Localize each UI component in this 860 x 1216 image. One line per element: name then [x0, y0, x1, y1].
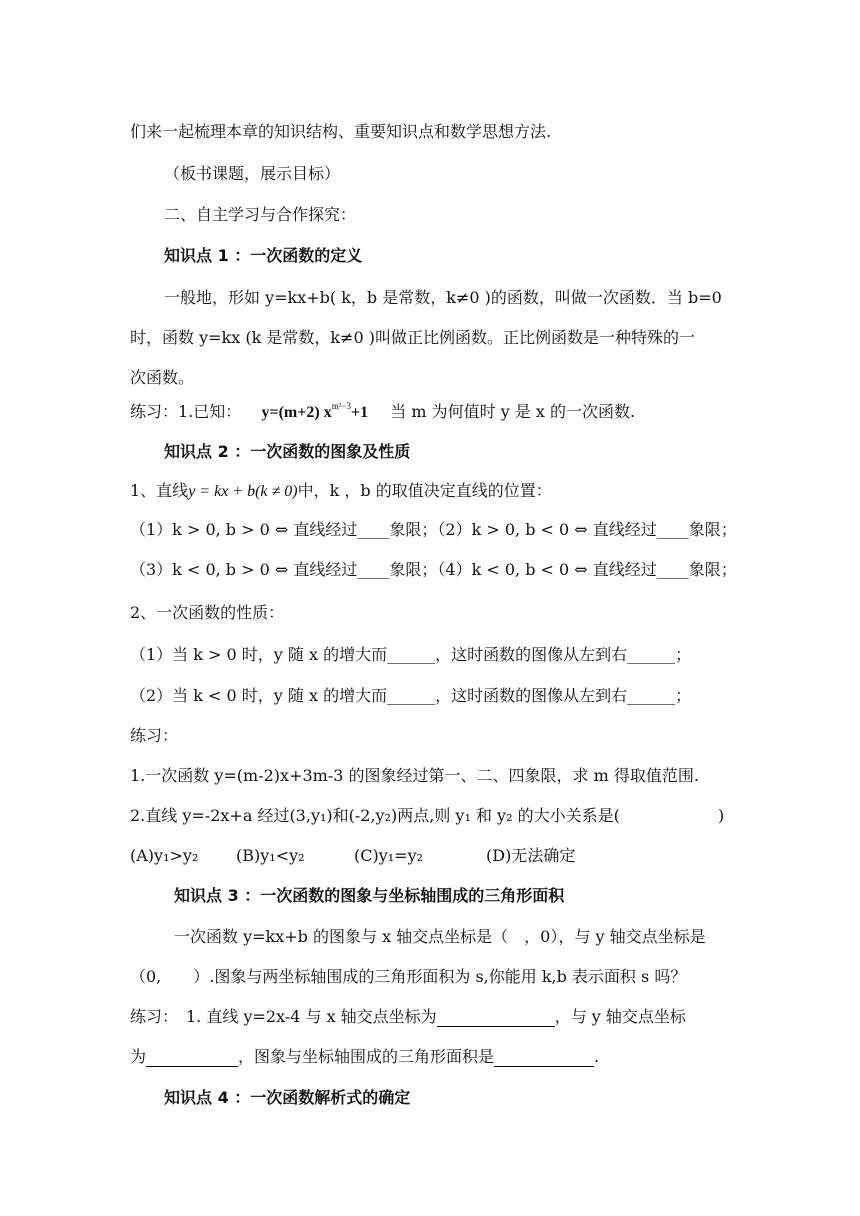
section-heading: 知识点 3 ：一次函数的图象与坐标轴围成的三角形面积 [174, 886, 565, 905]
property-line: （1）当 k > 0 时，y 随 x 的增大而______，这时函数的图像从左到右______； [130, 645, 692, 664]
option-d: (D)无法确定 [486, 846, 576, 865]
text-line: （0, ）.图象与两坐标轴围成的三角形面积为 s,你能用 k,b 表示面积 s 吗？ [130, 967, 687, 986]
property-line: （2）当 k < 0 时，y 随 x 的增大而______，这时函数的图像从左到右______； [130, 686, 692, 705]
section-heading: 知识点 4 ：一次函数解析式的确定 [164, 1088, 411, 1107]
exercise-line: 1.一次函数 y=(m-2)x+3m-3 的图象经过第一、二、四象限，求 m 得取值范围. [130, 766, 699, 785]
blank-line [437, 1010, 555, 1027]
text-line: 们来一起梳理本章的知识结构、重要知识点和数学思想方法. [130, 122, 552, 141]
exercise-line: 2.直线 y=-2x+a 经过(3,y₁)和(-2,y₂)两点,则 y₁ 和 y₂ 的大小关系是( [130, 806, 620, 825]
case-line: （3）k < 0, b > 0 ⇔ 直线经过____象限；（4）k < 0, b < 0 ⇔ 直线经过____象限； [130, 560, 737, 579]
text-line: 2、一次函数的性质： [130, 603, 285, 622]
exercise-line [130, 1047, 599, 1067]
text-part: ，与 y 轴交点坐标 [554, 1007, 686, 1026]
text-part: ，图象与坐标轴围成的三角形面积是 [238, 1047, 495, 1066]
blank-line [146, 1050, 238, 1067]
exercise-prefix: 练习：1.已知： [130, 402, 242, 421]
exercise-line [130, 396, 635, 423]
formula: y = kx + b(k ≠ 0) [188, 483, 298, 500]
text-line [130, 481, 552, 502]
text-part: 中，k ，b 的取值决定直线的位置： [297, 481, 552, 500]
option-a: (A)y₁>y₂ [130, 846, 199, 865]
text-line: 一次函数 y=kx+b 的图象与 x 轴交点坐标是（ ，0），与 y 轴交点坐标是 [174, 927, 706, 946]
text-line: （板书课题，展示目标） [164, 164, 341, 183]
formula-exponent: m²−3 [331, 401, 351, 411]
text-line: 二、自主学习与合作探究： [164, 205, 357, 224]
paren-close: ) [718, 806, 725, 825]
case-line: （1）k > 0, b > 0 ⇔ 直线经过____象限；（2）k > 0, b < 0 ⇔ 直线经过____象限； [130, 520, 737, 539]
section-heading: 知识点 2 ：一次函数的图象及性质 [164, 442, 411, 461]
text-part: 1、直线 [130, 481, 189, 500]
text-line: 次函数。 [130, 368, 195, 387]
exercise-line [130, 1007, 686, 1027]
text-line: 练习： [130, 726, 179, 745]
option-b: (B)y₁<y₂ [236, 846, 305, 865]
text-part: 为 [130, 1047, 147, 1066]
text-part: 练习： 1. 直线 y=2x-4 与 x 轴交点坐标为 [130, 1007, 437, 1026]
text-line: 一般地，形如 y=kx+b( k，b 是常数，k≠0 )的函数，叫做一次函数．当 b=0 [164, 288, 722, 307]
blank-line [494, 1050, 594, 1067]
formula-tail: +1 [350, 404, 369, 421]
option-c: (C)y₁=y₂ [354, 846, 424, 865]
text-line: 时，函数 y=kx (k 是常数，k≠0 )叫做正比例函数。正比例函数是一种特殊的一 [130, 328, 695, 347]
exercise-question: 当 m 为何值时 y 是 x 的一次函数. [390, 402, 636, 421]
text-part: . [594, 1047, 600, 1066]
section-heading: 知识点 1 ：一次函数的定义 [164, 246, 363, 265]
formula: y=(m+2) x [261, 404, 332, 421]
